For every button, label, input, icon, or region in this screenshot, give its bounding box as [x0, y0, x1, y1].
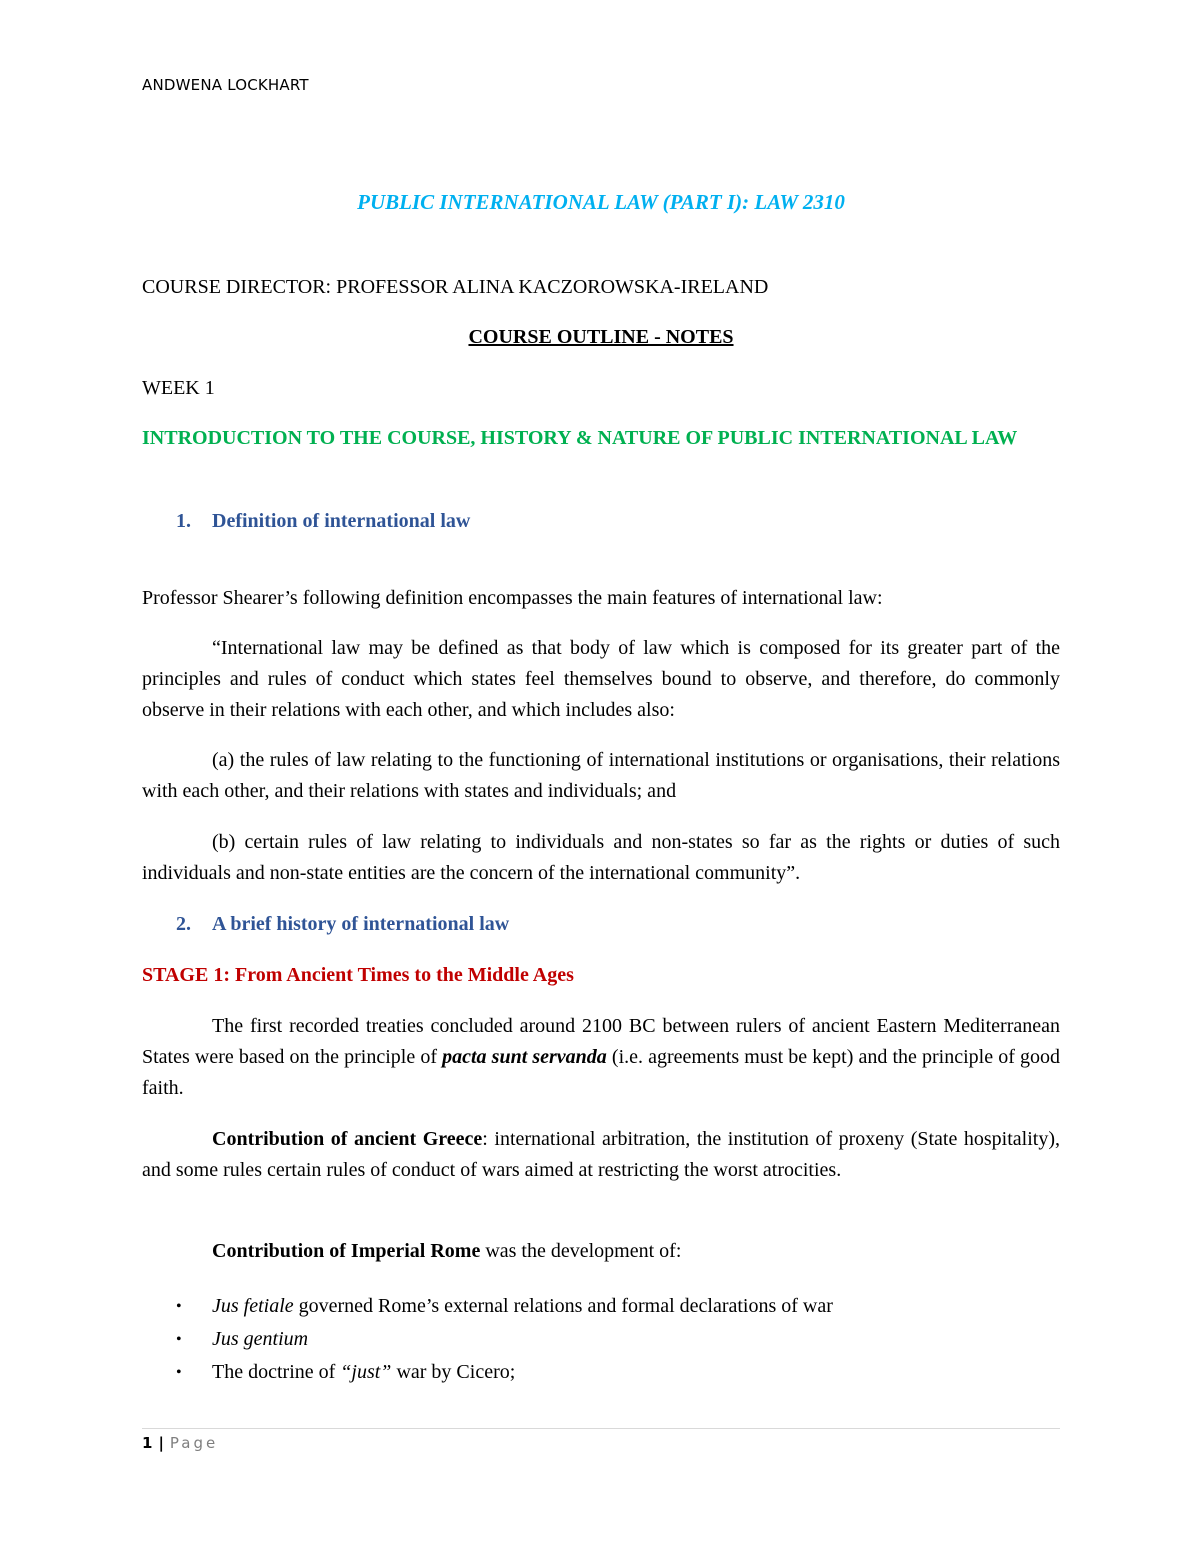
- page-label: Page: [169, 1434, 219, 1452]
- rome-label: Contribution of Imperial Rome: [212, 1240, 481, 1262]
- stage-1-heading: STAGE 1: From Ancient Times to the Middle Ages: [142, 964, 574, 986]
- course-director: COURSE DIRECTOR: PROFESSOR ALINA KACZOROWSKA-IRELAND: [142, 276, 769, 298]
- list-item-text: governed Rome’s external relations and formal declarations of war: [293, 1295, 833, 1317]
- greece-paragraph: [142, 1124, 1060, 1186]
- treaties-text-after: (i.e. agreements must be kept) and the principle of good faith.: [142, 1046, 1060, 1099]
- treaties-latin-term: pacta sunt servanda: [442, 1046, 607, 1068]
- footer-separator: |: [158, 1434, 164, 1452]
- page-number: 1: [142, 1434, 153, 1452]
- list-item-italic: Jus gentium: [212, 1328, 309, 1350]
- section-2-heading: [142, 909, 1060, 940]
- list-item: [142, 1290, 1060, 1323]
- list-item-italic: “just”: [340, 1361, 392, 1383]
- page-footer: [142, 1434, 218, 1452]
- treaties-paragraph: [142, 1011, 1060, 1104]
- bullet-icon: •: [176, 1364, 182, 1381]
- greece-label: Contribution of ancient Greece: [212, 1128, 483, 1150]
- bullet-icon: •: [176, 1298, 182, 1315]
- outline-heading: COURSE OUTLINE - NOTES: [468, 326, 734, 348]
- list-item-prefix: The doctrine of: [212, 1361, 341, 1383]
- intro-heading: INTRODUCTION TO THE COURSE, HISTORY & NATURE OF PUBLIC INTERNATIONAL LAW: [142, 427, 1018, 449]
- list-item: [142, 1356, 1060, 1389]
- document-title: PUBLIC INTERNATIONAL LAW (PART I): LAW 2310: [357, 190, 845, 214]
- header-author: ANDWENA LOCKHART: [142, 76, 309, 94]
- rome-paragraph: [142, 1236, 1060, 1267]
- list-item-italic: Jus fetiale: [212, 1295, 294, 1317]
- quote-item-a: (a) the rules of law relating to the functioning of international institutions or organisations, their relations with each other, and their relations with states and individuals; and: [142, 749, 1060, 802]
- bullet-icon: •: [176, 1331, 182, 1348]
- section-1-number: 1.: [176, 510, 191, 532]
- footer-divider: [142, 1428, 1060, 1429]
- section-1-heading: [142, 506, 1060, 537]
- rome-contributions-list: [142, 1290, 1060, 1389]
- week-label: WEEK 1: [142, 377, 215, 399]
- greece-text: : international arbitration, the institution of proxeny (State hospitality), and some rules certain rules of conduct of wars aimed at restricting the worst atrocities.: [142, 1128, 1060, 1181]
- rome-text: was the development of:: [480, 1240, 682, 1262]
- list-item: [142, 1323, 1060, 1356]
- section-2-title: A brief history of international law: [212, 913, 510, 935]
- section-1-title: Definition of international law: [212, 510, 471, 532]
- quote-item-b: (b) certain rules of law relating to individuals and non-states so far as the rights or duties of such individuals and non-state entities are the concern of the international community”.: [142, 831, 1060, 884]
- list-item-text: war by Cicero;: [391, 1361, 516, 1383]
- treaties-text-before: The first recorded treaties concluded around 2100 BC between rulers of ancient Eastern Mediterranean States were based on the principle of: [142, 1015, 1060, 1068]
- quote-main: “International law may be defined as that body of law which is composed for its greater part of the principles and rules of conduct which states feel themselves bound to observe, and therefore, do commonly observe in their relations with each other, and which includes also:: [142, 637, 1060, 721]
- section-2-number: 2.: [176, 913, 191, 935]
- definition-intro: Professor Shearer’s following definition encompasses the main features of international law:: [142, 587, 883, 609]
